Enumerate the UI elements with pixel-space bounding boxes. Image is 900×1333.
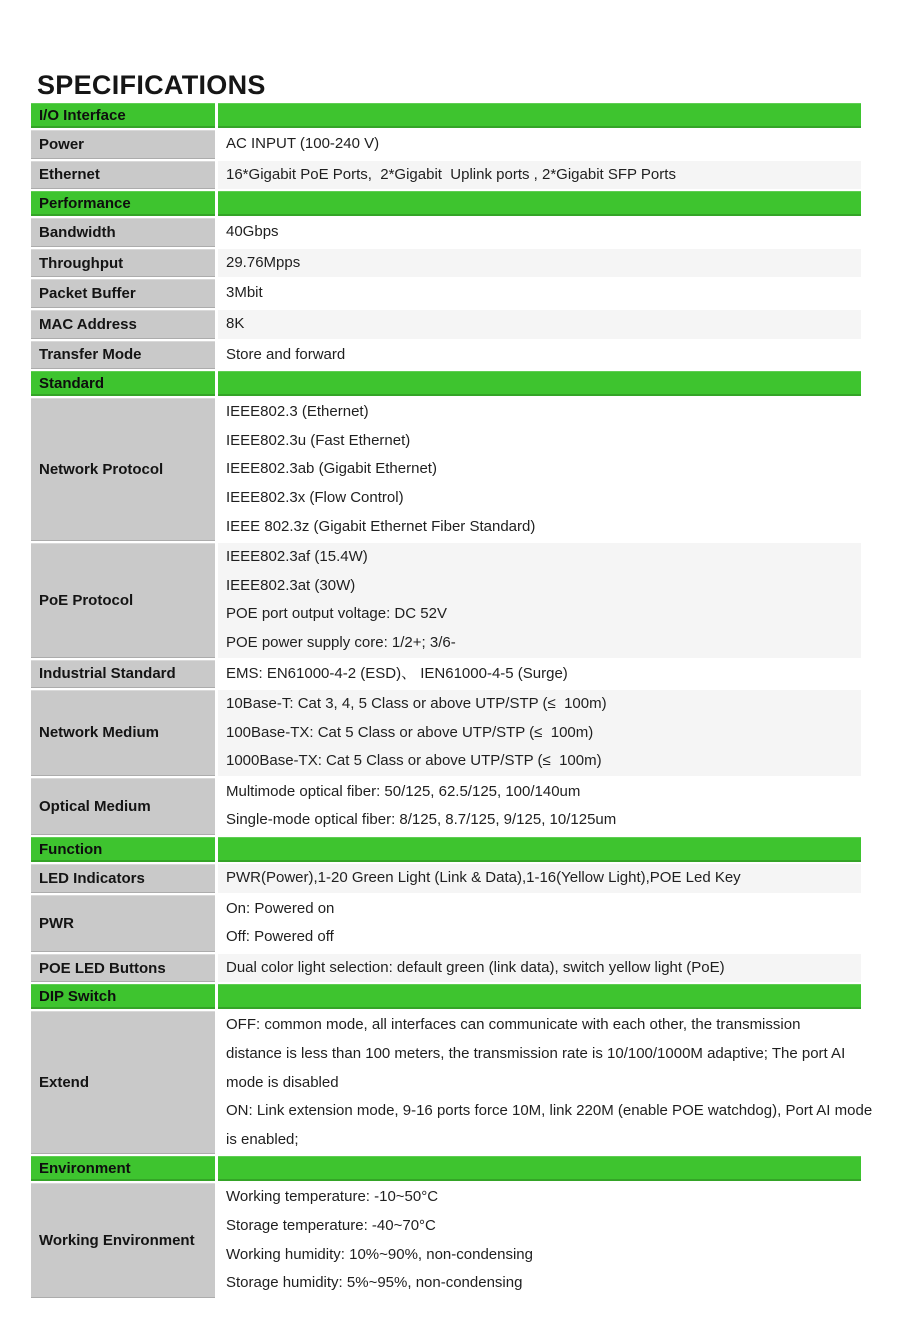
value-line: POE power supply core: 1/2+; 3/6- [226, 633, 456, 651]
section-header-performance [31, 191, 861, 216]
spec-row-bandwidth [31, 218, 861, 247]
spec-label: POE LED Buttons [31, 954, 215, 983]
section-header-label: Function [31, 837, 215, 862]
spec-row-optical-medium [31, 778, 861, 835]
section-header-fill [218, 103, 861, 128]
spec-label: Packet Buffer [31, 279, 215, 308]
value-line: Dual color light selection: default green (link data), switch yellow light (PoE) [226, 958, 725, 976]
spec-label: Industrial Standard [31, 660, 215, 689]
section-header-fill [218, 1156, 861, 1181]
spec-label: Throughput [31, 249, 215, 278]
section-header-label: DIP Switch [31, 984, 215, 1009]
spec-value [218, 895, 861, 952]
value-line: Working humidity: 10%~90%, non-condensing [226, 1245, 533, 1263]
value-line: IEEE802.3u (Fast Ethernet) [226, 431, 411, 449]
section-header-i-o-interface [31, 103, 861, 128]
spec-value [218, 310, 861, 339]
value-line: IEEE802.3at (30W) [226, 576, 356, 594]
section-header-label: Environment [31, 1156, 215, 1181]
value-line: Single-mode optical fiber: 8/125, 8.7/125, 9/125, 10/125um [226, 811, 617, 829]
section-header-label: Standard [31, 371, 215, 396]
spec-label: Network Protocol [31, 398, 215, 541]
spec-row-led-indicators [31, 864, 861, 893]
spec-value [218, 778, 861, 835]
spec-value [218, 249, 861, 278]
value-line: mode is disabled [226, 1073, 339, 1091]
spec-row-network-medium [31, 690, 861, 776]
value-line: distance is less than 100 meters, the transmission rate is 10/100/1000M adaptive; The port AI [226, 1045, 846, 1063]
section-header-environment [31, 1156, 861, 1181]
spec-row-industrial-standard [31, 660, 861, 689]
section-header-label: Performance [31, 191, 215, 216]
value-line: On: Powered on [226, 899, 335, 917]
value-line: IEEE 802.3z (Gigabit Ethernet Fiber Standard) [226, 517, 536, 535]
spec-value [218, 161, 861, 190]
value-line: IEEE802.3x (Flow Control) [226, 488, 404, 506]
value-line: 3Mbit [226, 284, 263, 302]
value-line: 29.76Mpps [226, 253, 301, 271]
spec-row-throughput [31, 249, 861, 278]
spec-value [218, 218, 861, 247]
spec-label: Bandwidth [31, 218, 215, 247]
value-line: 40Gbps [226, 223, 279, 241]
spec-row-packet-buffer [31, 279, 861, 308]
spec-value [218, 660, 861, 689]
spec-value [218, 1183, 861, 1297]
section-header-fill [218, 837, 861, 862]
spec-label: Extend [31, 1011, 215, 1154]
spec-table [31, 103, 873, 1300]
spec-label: Optical Medium [31, 778, 215, 835]
spec-value [218, 398, 861, 541]
value-line: Storage humidity: 5%~95%, non-condensing [226, 1274, 523, 1292]
section-header-fill [218, 191, 861, 216]
spec-label: MAC Address [31, 310, 215, 339]
spec-label: Power [31, 130, 215, 159]
section-header-function [31, 837, 861, 862]
spec-row-power [31, 130, 861, 159]
spec-value [218, 543, 861, 657]
spec-row-ethernet [31, 161, 861, 190]
value-line: EMS: EN61000-4-2 (ESD)、 IEN61000-4-5 (Surge) [226, 664, 568, 682]
spec-label: Working Environment [31, 1183, 215, 1297]
value-line: Off: Powered off [226, 928, 334, 946]
value-line: IEEE802.3af (15.4W) [226, 548, 368, 566]
spec-label: PWR [31, 895, 215, 952]
value-line: 1000Base-TX: Cat 5 Class or above UTP/STP (≤ 100m) [226, 752, 602, 770]
spec-row-network-protocol [31, 398, 861, 541]
spec-value [218, 864, 861, 893]
value-line: ON: Link extension mode, 9-16 ports force 10M, link 220M (enable POE watchdog), Port AI mode [226, 1102, 873, 1120]
spec-value [218, 130, 861, 159]
value-line: Working temperature: -10~50°C [226, 1188, 439, 1206]
value-line: Multimode optical fiber: 50/125, 62.5/125, 100/140um [226, 782, 581, 800]
spec-row-extend [31, 1011, 873, 1154]
value-line: Store and forward [226, 345, 346, 363]
value-line: POE port output voltage: DC 52V [226, 605, 447, 623]
value-line: 10Base-T: Cat 3, 4, 5 Class or above UTP/STP (≤ 100m) [226, 695, 607, 713]
value-line: AC INPUT (100-240 V) [226, 135, 380, 152]
value-line: 16*Gigabit PoE Ports, 2*Gigabit Uplink ports , 2*Gigabit SFP Ports [226, 165, 676, 183]
spec-value [218, 690, 861, 776]
spec-row-transfer-mode [31, 341, 861, 370]
value-line: 100Base-TX: Cat 5 Class or above UTP/STP (≤ 100m) [226, 723, 594, 741]
spec-row-poe-protocol [31, 543, 861, 657]
spec-row-mac-address [31, 310, 861, 339]
value-line: OFF: common mode, all interfaces can communicate with each other, the transmission [226, 1016, 801, 1034]
spec-label: Network Medium [31, 690, 215, 776]
section-header-standard [31, 371, 861, 396]
section-header-dip-switch [31, 984, 861, 1009]
page-title: SPECIFICATIONS [37, 70, 266, 101]
value-line: Storage temperature: -40~70°C [226, 1217, 436, 1234]
spec-value [218, 954, 861, 983]
section-header-label: I/O Interface [31, 103, 215, 128]
spec-label: Transfer Mode [31, 341, 215, 370]
spec-row-poe-led-buttons [31, 954, 861, 983]
section-header-fill [218, 984, 861, 1009]
value-line: is enabled; [226, 1130, 299, 1148]
value-line: 8K [226, 314, 245, 332]
spec-value [218, 279, 861, 308]
value-line: IEEE802.3ab (Gigabit Ethernet) [226, 460, 437, 478]
spec-row-working-environment [31, 1183, 861, 1297]
spec-row-pwr [31, 895, 861, 952]
spec-value [218, 1011, 872, 1154]
value-line: IEEE802.3 (Ethernet) [226, 403, 369, 421]
spec-label: Ethernet [31, 161, 215, 190]
section-header-fill [218, 371, 861, 396]
spec-label: LED Indicators [31, 864, 215, 893]
spec-label: PoE Protocol [31, 543, 215, 657]
value-line: PWR(Power),1-20 Green Light (Link & Data),1-16(Yellow Light),POE Led Key [226, 869, 741, 887]
spec-value [218, 341, 861, 370]
